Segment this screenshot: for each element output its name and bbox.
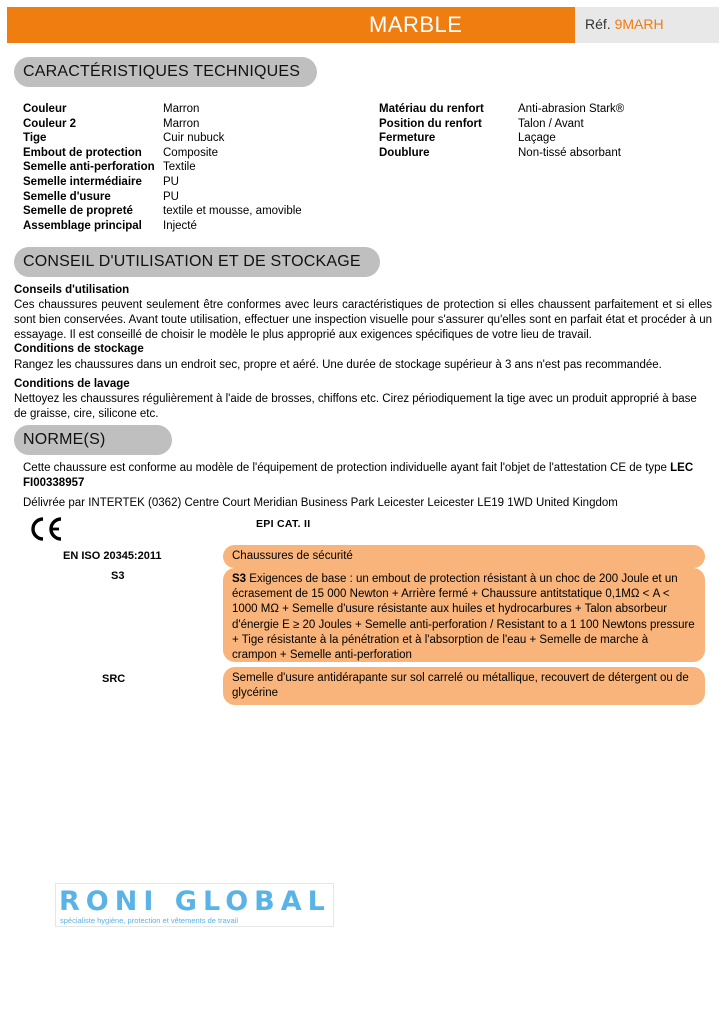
spec-row [23,205,302,220]
spec-label: Assemblage principal [23,219,142,232]
section-title-specs: CARACTÉRISTIQUES TECHNIQUES [14,57,317,87]
storage-text: Rangez les chaussures dans un endroit sec, propre et aéré. Une durée de stockage supérieur à 3 ans n'est pas recommandée. [14,359,662,371]
spec-value: Talon / Avant [518,117,584,130]
standard-description [223,667,705,705]
usage-title: Conseils d'utilisation [14,284,130,296]
standard-text: Chaussures de sécurité [232,550,353,562]
usage-text: Ces chaussures peuvent seulement être conformes avec leurs caractéristiques de protection si elles chaussent parfaitement et si elles sont bien conservées. Avant toute utilisation, effectuer une inspection visuelle pour s'assurer qu'elles sont en parfait état et procéder à un essayage. Il est conseillé de choisir le modèle le plus approprié aux exigences spécifiques de votre lieu de travail. [14,299,712,341]
reference-value: 9MARH [614,16,664,32]
standard-description [223,568,705,662]
spec-row [23,132,302,147]
spec-label: Fermeture [379,132,436,145]
standard-text: Semelle d'usure antidérapante sur sol carrelé ou métallique, recouvert de détergent ou de glycérine [232,672,689,700]
advice-block [14,283,712,422]
spec-label: Semelle intermédiaire [23,175,142,188]
wash-text-2: de graisse, cire, silicone etc. [14,408,159,420]
spec-label: Doublure [379,146,430,159]
spec-value: Marron [163,117,200,130]
product-title: MARBLE [369,12,463,37]
spec-value: Anti-abrasion Stark® [518,103,625,115]
standard-prefix: S3 [232,573,247,585]
spec-row [23,191,302,206]
standard-code: S3 [111,570,125,582]
spec-value: Composite [163,146,218,159]
spec-label: Semelle d'usure [23,190,111,203]
spec-value: textile et mousse, amovible [163,205,302,218]
spec-row [379,118,624,133]
header-ref-cell [575,7,719,43]
specs-left-column [23,103,302,234]
standard-code: EN ISO 20345:2011 [63,550,162,562]
spec-value: Cuir nubuck [163,132,225,145]
spec-row [23,103,302,118]
standard-text: Exigences de base : un embout de protection résistant à un choc de 200 Joule et un écrasement de 15 000 Newton + Arrière fermé + Chaussure antitstatique 0,1MΩ < A < 1000 MΩ + Semelle d'usure résistante aux huiles et hydrocarbures + Talon absorbeur d'énergie E ≥ 20 Joules + Semelle anti-perforation / Resistant to a 1 100 Newtons pressure + Tige résistante à la pénétration et à l'absorption de l'eau + Semelle de marche à crampon + Semelle anti-perforation [232,573,695,662]
spec-value: Injecté [163,219,197,232]
spec-value: PU [163,175,179,188]
header-bar [7,7,719,43]
reference-label: Réf. [585,16,611,32]
storage-title: Conditions de stockage [14,343,144,355]
standard-code: SRC [102,673,126,685]
spec-row [379,132,624,147]
spec-label: Position du renfort [379,117,482,130]
epi-category: EPI CAT. II [256,518,311,530]
spec-label: Couleur 2 [23,117,77,130]
spec-row [23,176,302,191]
spec-label: Couleur [23,103,67,115]
header-title-cell [7,7,575,43]
issuer-text: Délivrée par INTERTEK (0362) Centre Court Meridian Business Park Leicester Leicester LE19 1WD United Kingdom [23,497,618,509]
section-title-advice: CONSEIL D'UTILISATION ET DE STOCKAGE [14,247,380,277]
spec-row [23,220,302,235]
spec-row [379,147,624,162]
spec-label: Tige [23,132,47,145]
spec-row [23,118,302,133]
wash-text-1: Nettoyez les chaussures régulièrement à l'aide de brosses, chiffons etc. Cirez périodiquement la tige avec un produit approprié à base [14,393,697,405]
spec-row [379,103,624,118]
conformity-code: LEC FI00338957 [23,462,694,489]
reference [585,16,664,32]
spec-label: Embout de protection [23,146,142,159]
spec-value: Laçage [518,132,556,145]
spec-label: Semelle anti-perforation [23,161,155,174]
spec-value: Textile [163,161,196,174]
company-logo [55,883,334,927]
spec-value: Non-tissé absorbant [518,146,621,159]
ce-mark-icon [28,516,64,542]
logo-name: RONI GLOBAL [59,886,331,917]
spec-label: Matériau du renfort [379,103,484,115]
spec-row [23,147,302,162]
specs-right-column [379,103,624,161]
spec-value: PU [163,190,179,203]
spec-value: Marron [163,103,200,115]
standard-description [223,545,705,568]
section-title-norms: NORME(S) [14,425,172,455]
logo-tagline: spécialiste hygiène, protection et vêtements de travail [60,916,239,925]
wash-title: Conditions de lavage [14,378,130,390]
conformity-text: Cette chaussure est conforme au modèle de l'équipement de protection individuelle ayant fait l'objet de l'attestation CE de type [23,462,667,474]
spec-row [23,161,302,176]
spec-label: Semelle de propreté [23,205,133,218]
conformity-paragraph [23,461,713,491]
